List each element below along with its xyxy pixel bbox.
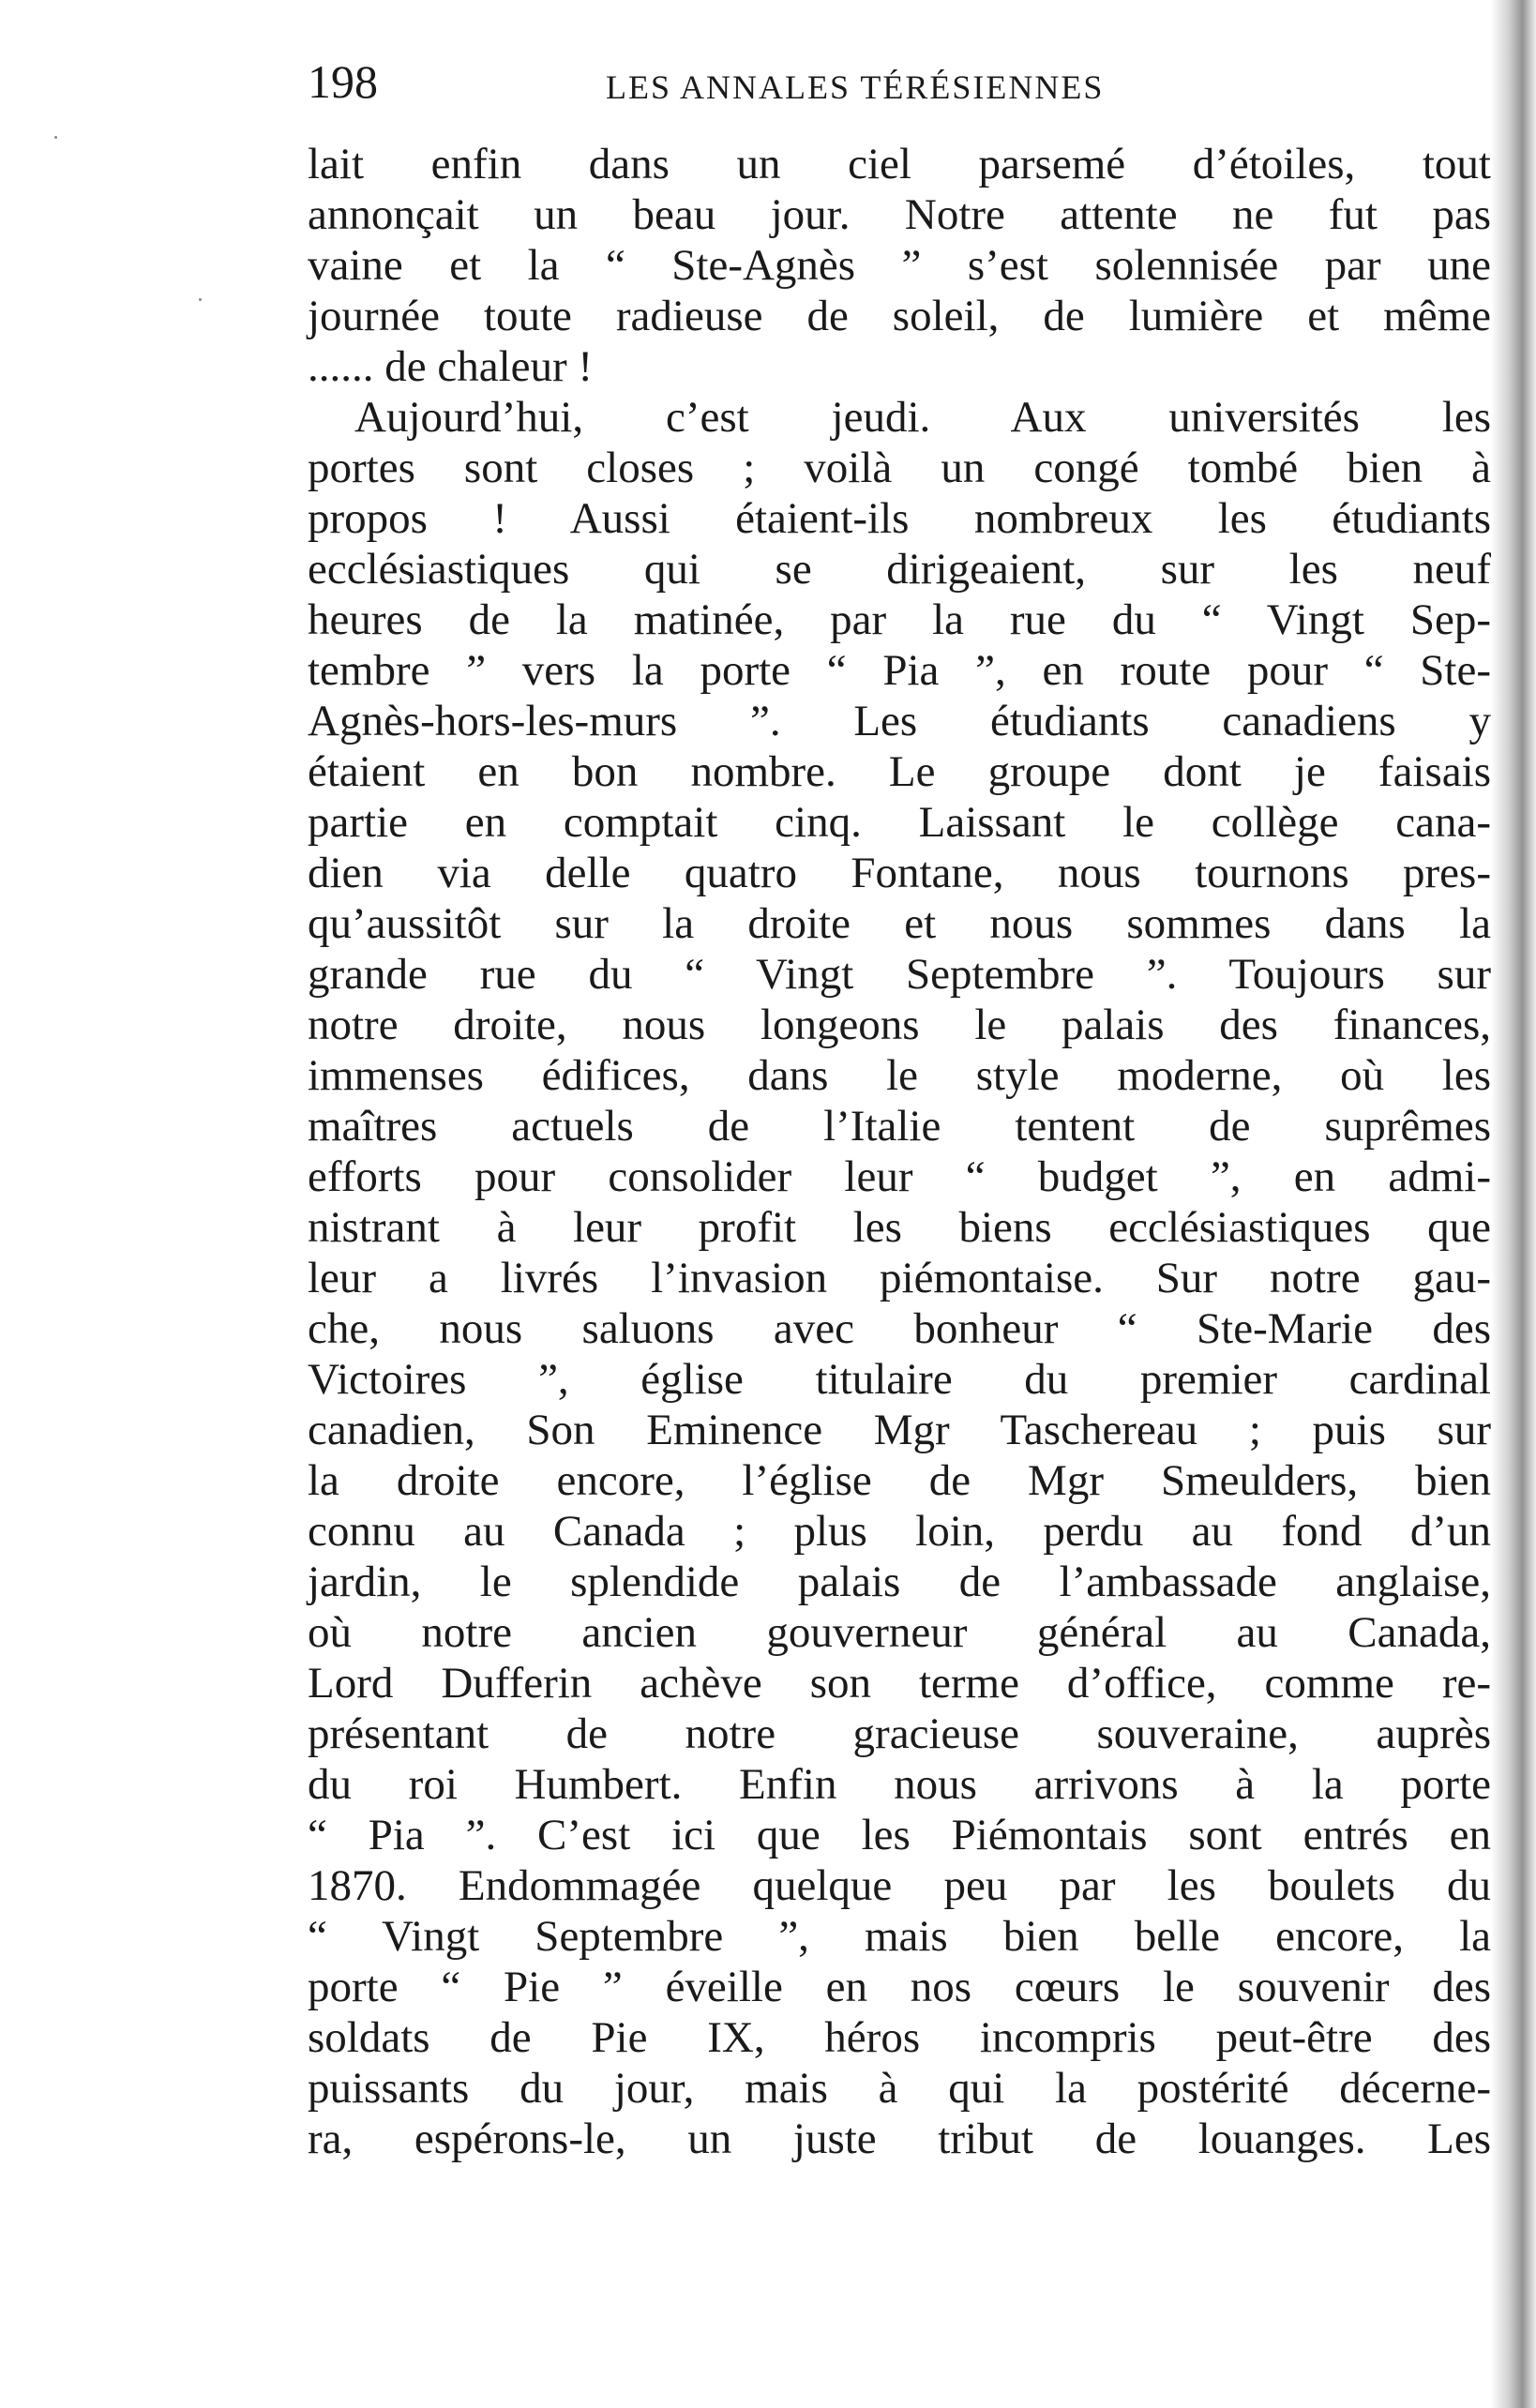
text-line: annonçait un beau jour. Notre attente ne fut pas <box>308 190 1491 239</box>
text-line: vaine et la “ Ste-Agnès ” s’est solennisée par une <box>308 241 1491 290</box>
text-line: jardin, le splendide palais de l’ambassade anglaise, <box>308 1558 1491 1606</box>
text-line: ecclésiastiques qui se dirigeaient, sur les neuf <box>308 545 1491 594</box>
text-line: grande rue du “ Vingt Septembre ”. Toujours sur <box>308 950 1491 999</box>
text-line: où notre ancien gouverneur général au Canada, <box>308 1608 1491 1657</box>
text-line: maîtres actuels de l’Italie tentent de suprêmes <box>308 1102 1491 1151</box>
text-line: Lord Dufferin achève son terme d’office, comme re- <box>308 1659 1491 1708</box>
paper-speck <box>54 136 57 139</box>
running-head: LES ANNALES TÉRÉSIENNES <box>606 68 1105 106</box>
text-line: journée toute radieuse de soleil, de lumière et même <box>308 292 1491 340</box>
page-header <box>308 49 1470 114</box>
text-line: présentant de notre gracieuse souveraine, auprès <box>308 1709 1491 1758</box>
text-line: propos ! Aussi étaient-ils nombreux les étudiants <box>308 494 1491 543</box>
text-line: étaient en bon nombre. Le groupe dont je faisais <box>308 747 1491 796</box>
text-line: Aujourd’hui, c’est jeudi. Aux universités les <box>354 393 1491 442</box>
text-line: dien via delle quatro Fontane, nous tournons pres- <box>308 849 1491 897</box>
page-number: 198 <box>308 55 378 108</box>
text-line: efforts pour consolider leur “ budget ”, en admi- <box>308 1152 1491 1201</box>
text-line: che, nous saluons avec bonheur “ Ste-Marie des <box>308 1304 1491 1353</box>
text-line: lait enfin dans un ciel parsemé d’étoiles, tout <box>308 140 1491 188</box>
text-line: “ Vingt Septembre ”, mais bien belle encore, la <box>308 1912 1491 1961</box>
body-text <box>308 139 1491 2164</box>
text-line: heures de la matinée, par la rue du “ Vingt Sep- <box>308 595 1491 644</box>
text-line: 1870. Endommagée quelque peu par les boulets du <box>308 1861 1491 1910</box>
text-line: du roi Humbert. Enfin nous arrivons à la porte <box>308 1760 1491 1809</box>
text-line: canadien, Son Eminence Mgr Taschereau ; puis sur <box>308 1406 1491 1454</box>
text-line: immenses édifices, dans le style moderne, où les <box>308 1051 1491 1100</box>
text-line: puissants du jour, mais à qui la postérité décerne- <box>308 2064 1491 2113</box>
text-line: nistrant à leur profit les biens ecclésiastiques que <box>308 1203 1491 1252</box>
text-line: Victoires ”, église titulaire du premier cardinal <box>308 1355 1491 1404</box>
text-line: Agnès-hors-les-murs ”. Les étudiants canadiens y <box>308 697 1491 745</box>
text-line: connu au Canada ; plus loin, perdu au fond d’un <box>308 1507 1491 1556</box>
text-line: “ Pia ”. C’est ici que les Piémontais sont entrés en <box>308 1811 1491 1859</box>
text-line: qu’aussitôt sur la droite et nous sommes dans la <box>308 899 1491 948</box>
text-line: partie en comptait cinq. Laissant le collège cana- <box>308 798 1491 847</box>
text-line: porte “ Pie ” éveille en nos cœurs le souvenir des <box>308 1963 1491 2011</box>
text-line: ra, espérons-le, un juste tribut de louanges. Les <box>308 2115 1491 2163</box>
page-binding-edge <box>1491 0 1536 2408</box>
text-line: tembre ” vers la porte “ Pia ”, en route pour “ Ste- <box>308 646 1491 695</box>
text-line: ...... de chaleur ! <box>308 342 594 391</box>
text-line: soldats de Pie IX, héros incompris peut-être des <box>308 2013 1491 2062</box>
text-line: leur a livrés l’invasion piémontaise. Sur notre gau- <box>308 1254 1491 1302</box>
text-line: notre droite, nous longeons le palais des finances, <box>308 1001 1491 1049</box>
paper-speck <box>199 298 202 301</box>
text-line: portes sont closes ; voilà un congé tombé bien à <box>308 444 1491 492</box>
text-line: la droite encore, l’église de Mgr Smeulders, bien <box>308 1456 1491 1505</box>
